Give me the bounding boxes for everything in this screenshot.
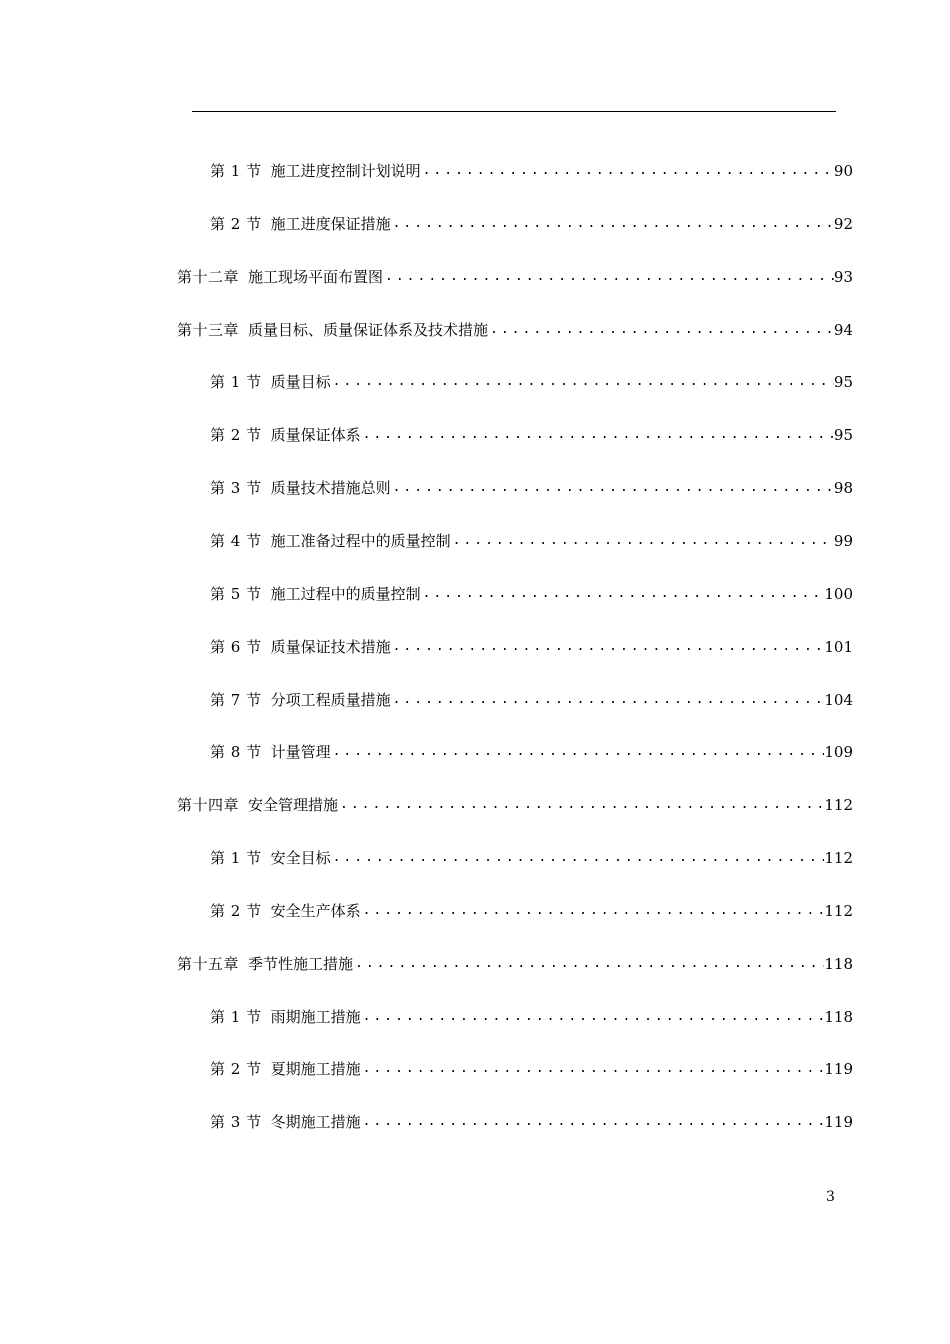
toc-dot-leader [451,531,834,551]
toc-dot-leader [391,637,825,657]
toc-entry-label [210,742,331,762]
toc-chapter-entry[interactable] [177,263,853,287]
toc-entry-title: 质量保证技术措施 [270,638,391,656]
toc-section-entry[interactable] [210,474,853,498]
toc-dot-leader [361,1112,825,1132]
toc-section-entry[interactable] [210,157,853,181]
toc-entry-label [210,531,451,551]
toc-entry-title: 质量技术措施总则 [270,479,391,497]
toc-entry-page: 101 [824,638,853,656]
toc-entry-number: 第 8 节 [210,743,262,761]
toc-dot-leader [331,848,825,868]
toc-dot-leader [361,1007,825,1027]
toc-section-entry[interactable] [210,527,853,551]
toc-entry-title: 安全生产体系 [270,902,361,920]
toc-entry-title: 施工准备过程中的质量控制 [270,532,451,550]
toc-entry-number: 第十五章 [177,955,240,973]
toc-entry-page: 95 [833,373,853,391]
toc-entry-number: 第 1 节 [210,1008,262,1026]
toc-entry-label [210,425,361,445]
toc-dot-leader [488,320,834,340]
toc-entry-number: 第 2 节 [210,215,262,233]
toc-entry-page: 112 [824,849,853,867]
toc-entry-label [177,954,353,974]
toc-dot-leader [391,214,834,234]
toc-dot-leader [383,267,834,287]
toc-entry-page: 90 [833,162,853,180]
toc-entry-number: 第 1 节 [210,849,262,867]
toc-entry-label [210,584,421,604]
toc-dot-leader [391,690,825,710]
toc-entry-page: 98 [833,479,853,497]
toc-entry-label [210,1059,361,1079]
toc-entry-number: 第 2 节 [210,1060,262,1078]
toc-entry-title: 质量目标、质量保证体系及技术措施 [248,321,489,339]
toc-entry-label [210,372,331,392]
toc-section-entry[interactable] [210,686,853,710]
toc-dot-leader [331,372,834,392]
toc-entry-number: 第 1 节 [210,373,262,391]
toc-entry-title: 季节性施工措施 [248,955,354,973]
toc-entry-title: 冬期施工措施 [270,1113,361,1131]
toc-entry-number: 第十二章 [177,268,240,286]
toc-dot-leader [391,478,834,498]
toc-section-entry[interactable] [210,738,853,762]
toc-entry-label [210,214,391,234]
toc-entry-page: 100 [824,585,853,603]
toc-entry-number: 第 3 节 [210,1113,262,1131]
toc-entry-number: 第 7 节 [210,691,262,709]
toc-entry-page: 95 [833,426,853,444]
toc-entry-title: 质量保证体系 [270,426,361,444]
toc-chapter-entry[interactable] [177,950,853,974]
toc-dot-leader [361,901,825,921]
toc-section-entry[interactable] [210,210,853,234]
toc-section-entry[interactable] [210,1003,853,1027]
toc-entry-page: 92 [833,215,853,233]
toc-entry-page: 99 [833,532,853,550]
toc-section-entry[interactable] [210,633,853,657]
toc-chapter-entry[interactable] [177,316,853,340]
toc-entry-label [210,901,361,921]
toc-entry-title: 安全目标 [270,849,331,867]
toc-entry-label [177,320,488,340]
toc-entry-number: 第 3 节 [210,479,262,497]
toc-entry-page: 118 [824,1008,853,1026]
page-number: 3 [826,1189,835,1205]
toc-entry-label [210,690,391,710]
toc-section-entry[interactable] [210,1108,853,1132]
toc-section-entry[interactable] [210,1055,853,1079]
toc-entry-title: 夏期施工措施 [270,1060,361,1078]
toc-entry-page: 104 [824,691,853,709]
toc-entry-page: 109 [824,743,853,761]
toc-entry-page: 112 [824,902,853,920]
toc-entry-number: 第十三章 [177,321,240,339]
toc-entry-label [210,848,331,868]
toc-entry-title: 施工进度控制计划说明 [270,162,421,180]
toc-entry-label [177,267,383,287]
toc-entry-page: 119 [824,1113,853,1131]
toc-section-entry[interactable] [210,580,853,604]
toc-entry-number: 第 1 节 [210,162,262,180]
toc-entry-number: 第 2 节 [210,426,262,444]
toc-entry-title: 分项工程质量措施 [270,691,391,709]
toc-dot-leader [338,795,824,815]
toc-entry-page: 118 [824,955,853,973]
toc-entry-page: 119 [824,1060,853,1078]
toc-entry-title: 施工过程中的质量控制 [270,585,421,603]
toc-entry-number: 第 2 节 [210,902,262,920]
toc-dot-leader [353,954,824,974]
toc-dot-leader [421,584,825,604]
toc-section-entry[interactable] [210,368,853,392]
toc-entry-title: 施工进度保证措施 [270,215,391,233]
toc-dot-leader [361,425,834,445]
toc-dot-leader [331,742,825,762]
toc-entry-label [210,161,421,181]
toc-dot-leader [361,1059,825,1079]
toc-entry-number: 第 4 节 [210,532,262,550]
toc-chapter-entry[interactable] [177,791,853,815]
toc-entry-number: 第 6 节 [210,638,262,656]
toc-entry-page: 94 [833,321,853,339]
toc-entry-title: 雨期施工措施 [270,1008,361,1026]
toc-entry-label [210,1112,361,1132]
toc-dot-leader [421,161,834,181]
toc-entry-title: 质量目标 [270,373,331,391]
toc-entry-page: 112 [824,796,853,814]
toc-section-entry[interactable] [210,897,853,921]
toc-entry-label [177,795,338,815]
toc-section-entry[interactable] [210,421,853,445]
toc-entry-number: 第十四章 [177,796,240,814]
toc-entry-title: 安全管理措施 [248,796,339,814]
toc-section-entry[interactable] [210,844,853,868]
toc-entry-label [210,1007,361,1027]
toc-entry-title: 施工现场平面布置图 [248,268,384,286]
toc-entry-label [210,478,391,498]
toc-entry-title: 计量管理 [270,743,331,761]
toc-entry-page: 93 [833,268,853,286]
toc-entry-label [210,637,391,657]
toc-entry-number: 第 5 节 [210,585,262,603]
